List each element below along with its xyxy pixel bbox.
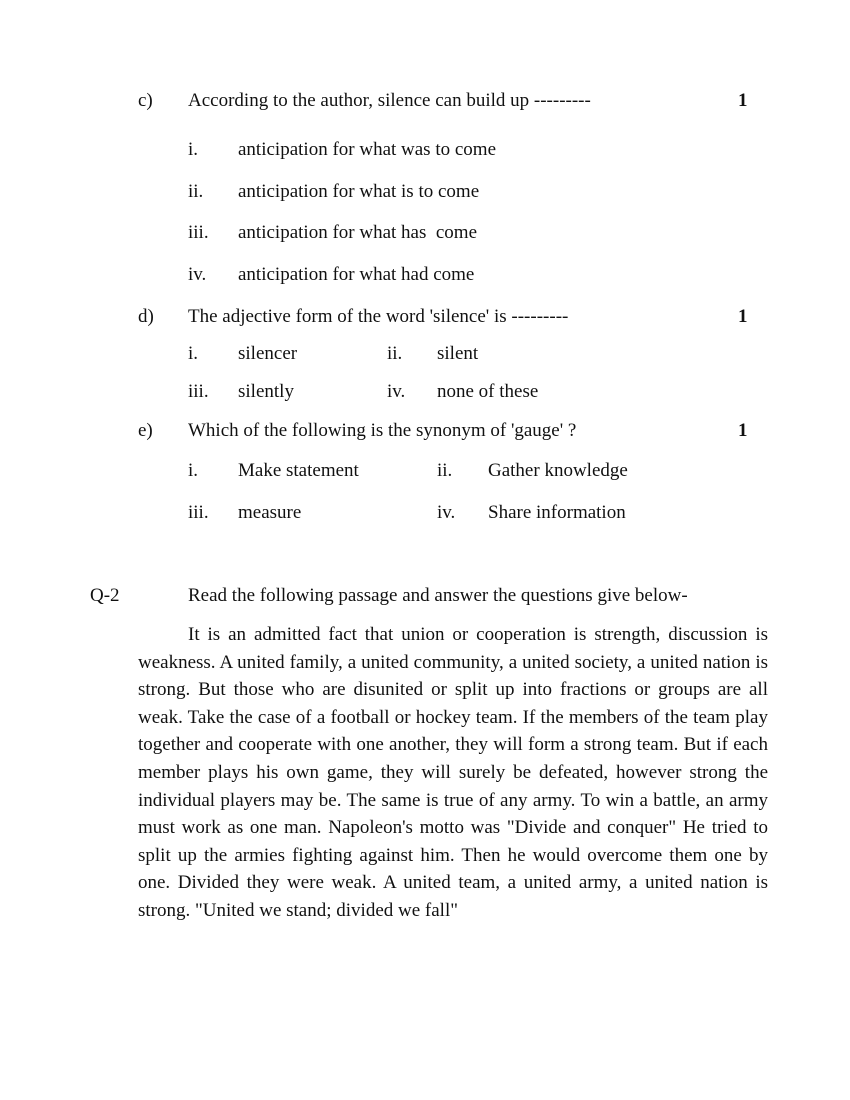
option-text: anticipation for what had come [238, 264, 475, 285]
option-number: iii. [188, 222, 209, 243]
marks: 1 [738, 90, 748, 111]
question-label: e) [138, 420, 153, 441]
option-text: Make statement [238, 460, 359, 481]
option-text: silencer [238, 343, 298, 364]
marks: 1 [738, 306, 748, 327]
option-number: iii. [188, 381, 209, 402]
option-number: iv. [437, 502, 456, 523]
question-label: Q-2 [90, 585, 120, 606]
option-text: Gather knowledge [488, 460, 628, 481]
question-text: Which of the following is the synonym of 'gauge' ? [188, 420, 577, 441]
option-text: silently [238, 381, 294, 402]
marks: 1 [738, 420, 748, 441]
option-number: iv. [188, 264, 207, 285]
option-number: ii. [387, 343, 403, 364]
option-text: anticipation for what has come [238, 222, 478, 243]
question-text: The adjective form of the word 'silence' is --------- [188, 306, 569, 327]
option-number: i. [188, 139, 199, 160]
option-number: i. [188, 460, 199, 481]
option-text: Share information [488, 502, 626, 523]
passage-text: It is an admitted fact that union or cooperation is strength, discussion is weakness. A united family, a united community, a united society, a united nation is strong. But those who are disunited or split up into fractions or groups are all weak. Take the case of a football or hockey team. If the members of the team play together and cooperate with one another, they will form a strong team. But if each member plays his own game, they will surely be defeated, however strong the individual players may be. The same is true of any army. To win a battle, an army must work as one man. Napoleon's motto was "Divide and conquer" He tried to split up the armies fighting against him. Then he would overcome them one by one. Divided they were weak. A united team, a united army, a united nation is strong. "United we stand; divided we fall" [138, 624, 768, 921]
question-instruction: Read the following passage and answer the questions give below- [188, 585, 688, 606]
option-text: anticipation for what is to come [238, 181, 480, 202]
option-number: ii. [188, 181, 204, 202]
option-text: measure [238, 502, 302, 523]
question-text: According to the author, silence can build up --------- [188, 90, 591, 111]
option-text: none of these [437, 381, 539, 402]
option-text: silent [437, 343, 479, 364]
option-number: ii. [437, 460, 453, 481]
question-label: c) [138, 90, 153, 111]
question-label: d) [138, 306, 154, 327]
option-number: iii. [188, 502, 209, 523]
option-number: i. [188, 343, 199, 364]
option-text: anticipation for what was to come [238, 139, 497, 160]
option-number: iv. [387, 381, 406, 402]
passage [138, 621, 768, 925]
